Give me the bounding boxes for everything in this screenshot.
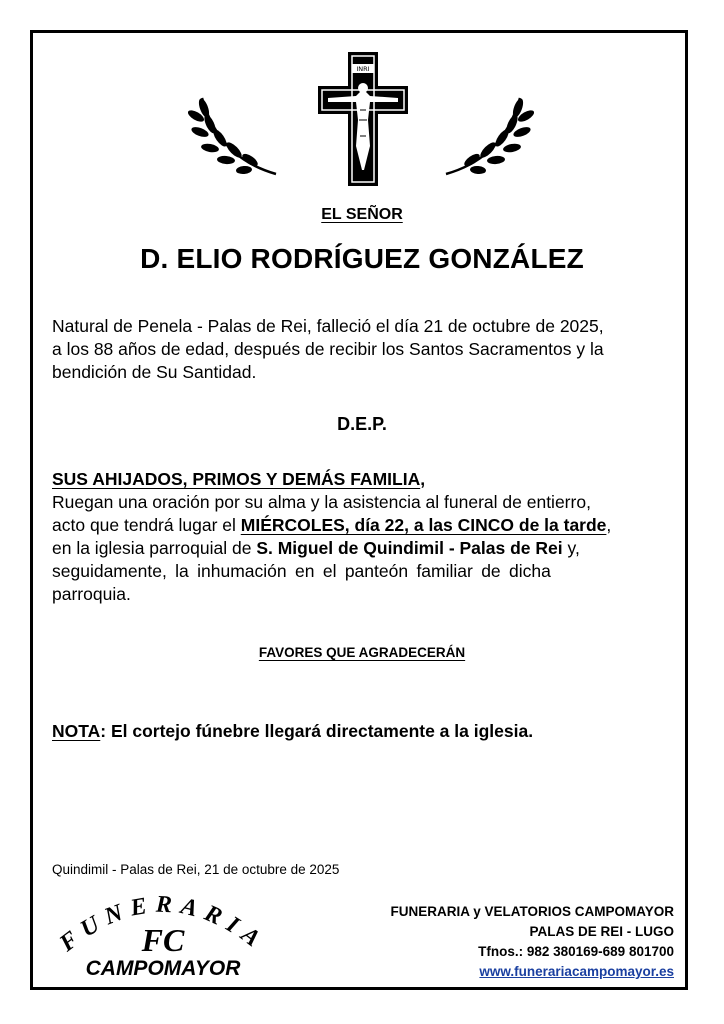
church-name: S. Miguel de Quindimil - Palas de Rei	[256, 538, 563, 558]
intro-paragraph	[52, 315, 672, 384]
laurel-branch-right-icon	[440, 88, 534, 180]
nota-label: NOTA	[52, 721, 101, 741]
family-line: Ruegan una oración por su alma y la asistencia al funeral de entierro,	[52, 492, 591, 512]
company-name: FUNERARIA y VELATORIOS CAMPOMAYOR	[390, 904, 674, 919]
crucifix-icon	[316, 50, 410, 188]
family-line-tail: ,	[606, 515, 612, 535]
nota-text: : El cortejo fúnebre llegará directamente a la iglesia.	[100, 721, 534, 741]
intro-line: a los 88 años de edad, después de recibir los Santos Sacramentos y la	[52, 339, 604, 359]
logo-arc-text: FUNERARIA	[55, 891, 271, 957]
favores-text: FAVORES QUE AGRADECERÁN	[258, 645, 466, 660]
funeral-home-logo	[52, 885, 274, 980]
place-date: Quindimil - Palas de Rei, 21 de octubre de 2025	[52, 862, 340, 877]
company-phones: Tfnos.: 982 380169-689 801700	[478, 944, 674, 959]
family-paragraph	[52, 468, 672, 606]
honorific-title: EL SEÑOR	[321, 206, 403, 223]
company-location: PALAS DE REI - LUGO	[529, 924, 674, 939]
family-line: en la iglesia parroquial de	[52, 538, 257, 558]
family-heading-comma: ,	[420, 469, 426, 489]
logo-brand: CAMPOMAYOR	[85, 957, 241, 980]
family-line: acto que tendrá lugar el	[52, 515, 241, 535]
laurel-branch-left-icon	[188, 88, 282, 180]
company-info	[390, 902, 674, 982]
family-line: parroquia.	[52, 584, 131, 604]
intro-line: bendición de Su Santidad.	[52, 362, 257, 382]
dep-text: D.E.P.	[337, 414, 387, 434]
inri-text: INRI	[356, 65, 370, 73]
company-website-link[interactable]: www.funerariacampomayor.es	[479, 964, 674, 979]
nota-line	[52, 721, 533, 742]
intro-line: Natural de Penela - Palas de Rei, falleció el día 21 de octubre de 2025,	[52, 316, 604, 336]
logo-monogram: FC	[141, 922, 185, 958]
family-line: seguidamente, la inhumación en el panteón familiar de dicha	[52, 561, 551, 581]
family-line-tail: y,	[562, 538, 580, 558]
funeral-datetime: MIÉRCOLES, día 22, a las CINCO de la tarde	[240, 515, 607, 535]
deceased-name: D. ELIO RODRÍGUEZ GONZÁLEZ	[140, 243, 584, 274]
family-heading: SUS AHIJADOS, PRIMOS Y DEMÁS FAMILIA	[52, 469, 421, 489]
